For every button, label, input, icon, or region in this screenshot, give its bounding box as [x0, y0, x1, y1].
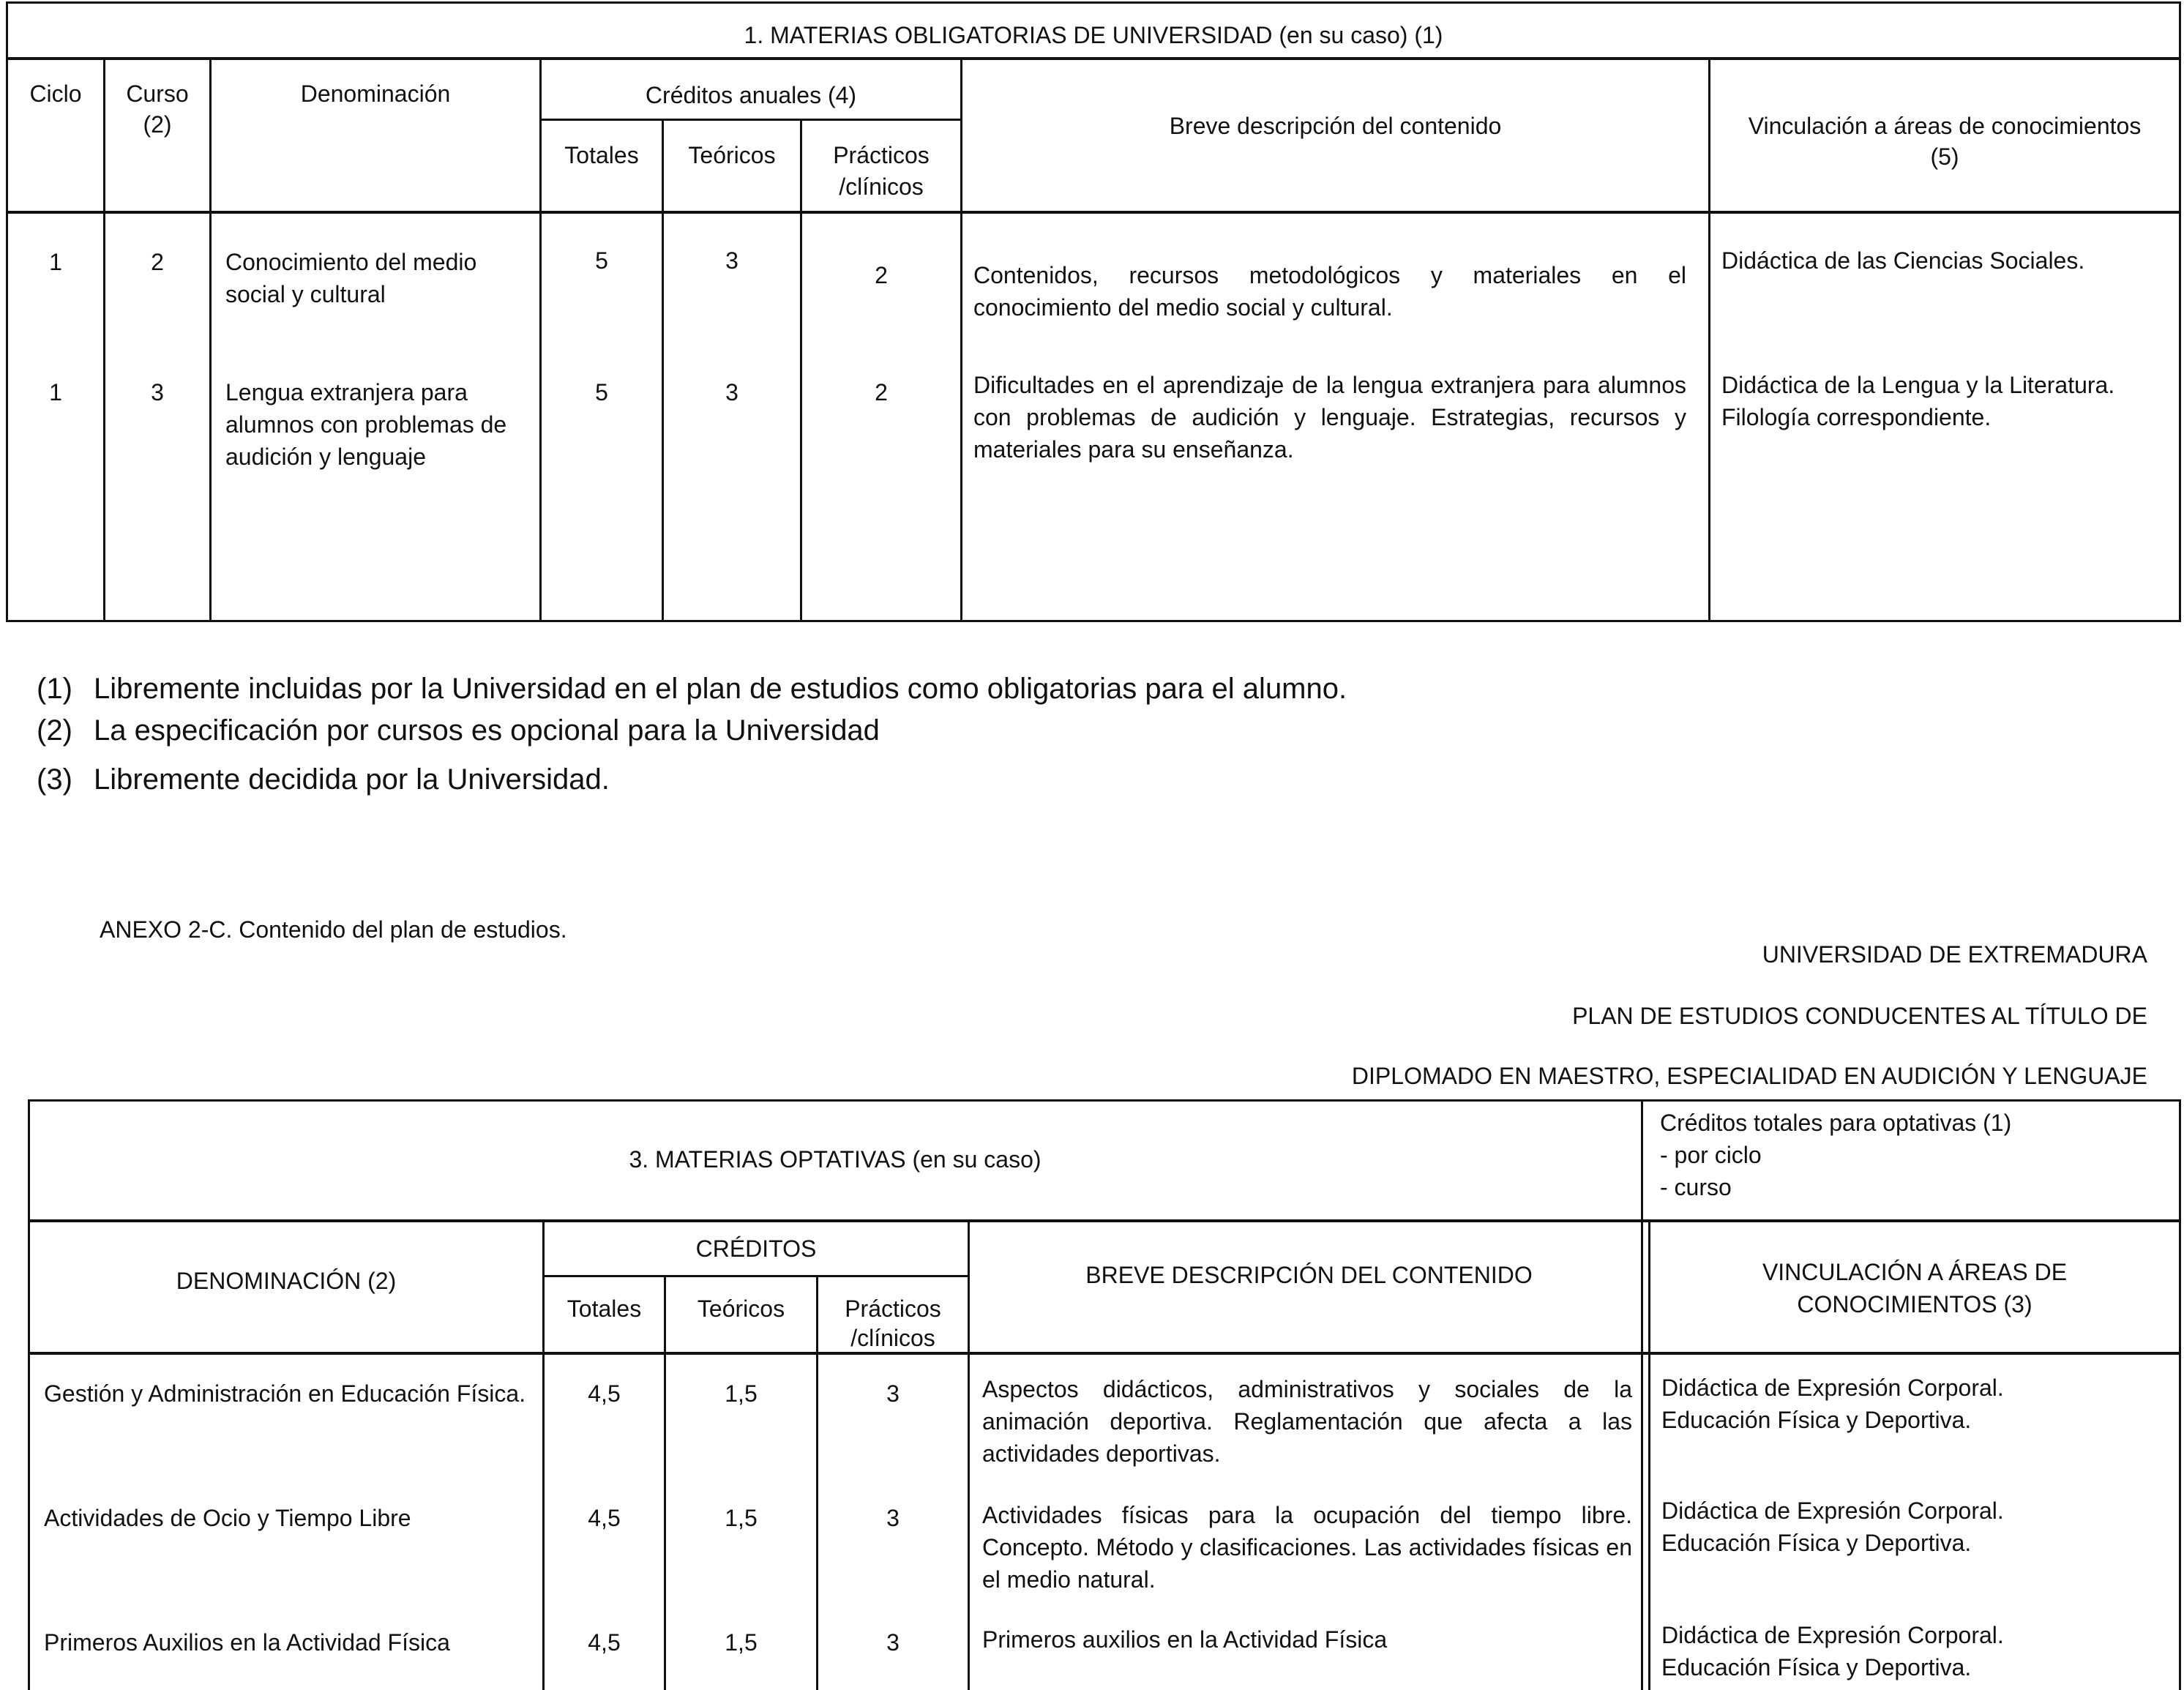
- col-header-practicos: Prácticos: [833, 142, 930, 168]
- table-title: 3. MATERIAS OPTATIVAS (en su caso): [629, 1146, 1041, 1173]
- cell-totales: 5: [595, 247, 608, 274]
- cell-denominacion: Gestión y Administración en Educación Física.: [44, 1380, 526, 1407]
- col-header-vinculacion: Vinculación a áreas de conocimientos: [1748, 113, 2142, 139]
- cell-practicos: 3: [886, 1505, 900, 1531]
- cell-vinculacion-1: Didáctica de Expresión Corporal.: [1661, 1498, 2004, 1524]
- footnote-text: La especificación por cursos es opcional para la Universidad: [94, 714, 880, 747]
- cell-practicos: 3: [886, 1629, 900, 1656]
- cell-denominacion: Lengua extranjera para alumnos con problemas de audición y lenguaje: [225, 379, 507, 470]
- footnote-mark: (1): [37, 673, 72, 705]
- col-header-teoricos: Teóricos: [697, 1295, 785, 1322]
- col-header-totales: Totales: [564, 142, 639, 168]
- annex-title: ANEXO 2-C. Contenido del plan de estudios.: [100, 916, 567, 943]
- footnote-text: Libremente incluidas por la Universidad en el plan de estudios como obligatorias para el alumno.: [94, 673, 1347, 705]
- col-header-curso-note: (2): [143, 111, 172, 138]
- credits-note-line3: - curso: [1660, 1174, 1732, 1200]
- cell-teoricos: 1,5: [725, 1505, 758, 1531]
- col-header-descripcion: Breve descripción del contenido: [1169, 113, 1502, 139]
- cell-totales: 4,5: [588, 1380, 621, 1407]
- col-header-vinculacion-note: CONOCIMIENTOS (3): [1797, 1291, 2032, 1317]
- cell-descripcion: Contenidos, recursos metodológicos y materiales en el conocimiento del medio social y cultural.: [973, 262, 1686, 321]
- credits-note-line1: Créditos totales para optativas (1): [1660, 1110, 2012, 1136]
- cell-totales: 5: [595, 379, 608, 405]
- table-title: 1. MATERIAS OBLIGATORIAS DE UNIVERSIDAD (en su caso) (1): [744, 22, 1443, 48]
- cell-totales: 4,5: [588, 1505, 621, 1531]
- credits-note-line2: - por ciclo: [1660, 1142, 1762, 1168]
- cell-teoricos: 3: [725, 379, 738, 405]
- col-header-curso: Curso: [126, 81, 189, 107]
- cell-totales: 4,5: [588, 1629, 621, 1656]
- cell-denominacion: Primeros Auxilios en la Actividad Física: [44, 1629, 450, 1656]
- plan-title: PLAN DE ESTUDIOS CONDUCENTES AL TÍTULO DE: [1572, 1003, 2147, 1029]
- cell-vinculacion-2: Educación Física y Deportiva.: [1661, 1530, 1972, 1556]
- cell-teoricos: 1,5: [725, 1629, 758, 1656]
- footnote: [37, 760, 610, 799]
- cell-teoricos: 1,5: [725, 1380, 758, 1407]
- cell-vinculacion-2: Educación Física y Deportiva.: [1661, 1654, 1972, 1680]
- cell-denominacion: Conocimiento del medio social y cultural: [225, 249, 477, 307]
- footnote-mark: (2): [37, 714, 72, 747]
- cell-curso: 2: [151, 249, 164, 275]
- footnote-text: Libremente decidida por la Universidad.: [94, 763, 610, 796]
- cell-practicos: 2: [875, 262, 888, 288]
- col-header-ciclo: Ciclo: [29, 81, 82, 107]
- footnote-mark: (3): [37, 763, 72, 796]
- cell-descripcion: Dificultades en el aprendizaje de la lengua extranjera para alumnos con problemas de audición y lenguaje. Estrategias, recursos y materiales para su enseñanza.: [973, 372, 1686, 463]
- col-header-teoricos: Teóricos: [688, 142, 776, 168]
- footnote: [37, 669, 1347, 708]
- cell-curso: 3: [151, 379, 164, 405]
- cell-descripcion: Primeros auxilios en la Actividad Física: [982, 1626, 1388, 1653]
- col-header-creditos: Créditos anuales (4): [645, 82, 857, 108]
- col-header-vinculacion-note: (5): [1930, 143, 1959, 170]
- col-header-clinicos: /clínicos: [839, 173, 924, 200]
- col-header-denominacion: DENOMINACIÓN (2): [176, 1268, 397, 1294]
- col-header-creditos: CRÉDITOS: [695, 1235, 817, 1262]
- col-header-descripcion: BREVE DESCRIPCIÓN DEL CONTENIDO: [1085, 1262, 1533, 1288]
- cell-ciclo: 1: [49, 249, 62, 275]
- cell-vinculacion-2: Educación Física y Deportiva.: [1661, 1407, 1972, 1433]
- cell-descripcion: Aspectos didácticos, administrativos y sociales de la animación deportiva. Reglamentación que afecta a las actividades deportivas.: [982, 1376, 1632, 1467]
- cell-ciclo: 1: [49, 379, 62, 405]
- degree-title: DIPLOMADO EN MAESTRO, ESPECIALIDAD EN AUDICIÓN Y LENGUAJE: [1351, 1063, 2147, 1089]
- cell-practicos: 3: [886, 1380, 900, 1407]
- col-header-clinicos: /clínicos: [850, 1325, 935, 1351]
- col-header-vinculacion: VINCULACIÓN A ÁREAS DE: [1762, 1259, 2068, 1285]
- cell-teoricos: 3: [725, 247, 738, 274]
- col-header-denominacion: Denominación: [300, 81, 451, 107]
- cell-vinculacion: Didáctica de la Lengua y la Literatura. Filología correspondiente.: [1721, 372, 2115, 430]
- cell-vinculacion-1: Didáctica de Expresión Corporal.: [1661, 1375, 2004, 1401]
- cell-vinculacion-1: Didáctica de Expresión Corporal.: [1661, 1622, 2004, 1648]
- cell-vinculacion: Didáctica de las Ciencias Sociales.: [1721, 247, 2085, 274]
- col-header-practicos: Prácticos: [845, 1295, 941, 1322]
- col-header-totales: Totales: [566, 1295, 642, 1322]
- footnote: [37, 711, 880, 750]
- cell-descripcion: Actividades físicas para la ocupación del tiempo libre. Concepto. Método y clasificaciones. Las actividades físicas en el medio natural.: [982, 1502, 1632, 1593]
- cell-practicos: 2: [875, 379, 888, 405]
- university-name: UNIVERSIDAD DE EXTREMADURA: [1762, 941, 2147, 968]
- cell-denominacion: Actividades de Ocio y Tiempo Libre: [44, 1505, 411, 1531]
